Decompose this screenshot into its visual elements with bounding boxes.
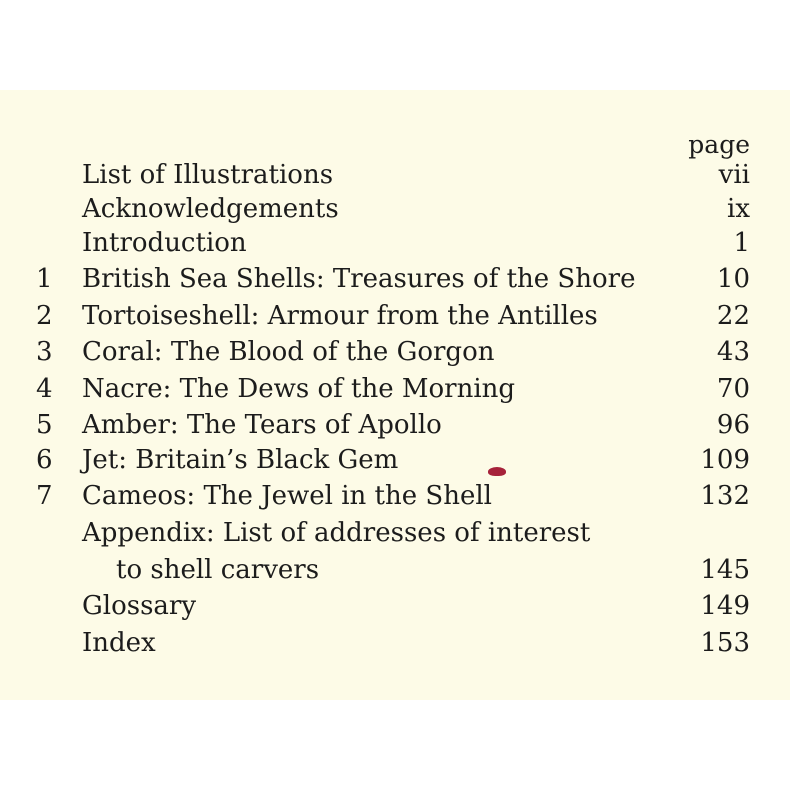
toc-entry-page: 132 xyxy=(700,481,750,511)
toc-entry-page: 96 xyxy=(716,410,750,440)
toc-entry xyxy=(0,481,790,517)
page-column-label: page xyxy=(688,130,750,159)
toc-entry-page: 153 xyxy=(700,628,750,658)
toc-entry-title-continued: to shell carvers xyxy=(116,555,320,585)
toc-entry-page: vii xyxy=(718,160,750,190)
toc-entry-page: 22 xyxy=(716,301,750,331)
toc-entry-title: Amber: The Tears of Apollo xyxy=(82,410,442,440)
toc-entry-title: Coral: The Blood of the Gorgon xyxy=(82,337,495,367)
toc-entry-title: Cameos: The Jewel in the Shell xyxy=(82,481,492,511)
toc-entry xyxy=(0,445,790,481)
toc-entry-title: Tortoiseshell: Armour from the Antilles xyxy=(82,301,598,331)
toc-entry-page: 10 xyxy=(716,264,750,294)
toc-entry-number: 2 xyxy=(36,301,53,331)
toc-entry-number: 5 xyxy=(36,410,53,440)
toc-entry-page: 70 xyxy=(716,374,750,404)
toc-entry xyxy=(0,160,790,196)
toc-entry xyxy=(0,628,790,664)
toc-entry xyxy=(0,194,790,230)
toc-entry xyxy=(0,410,790,446)
toc-entry-number: 6 xyxy=(36,445,53,475)
toc-entry-title: Appendix: List of addresses of interest xyxy=(82,518,591,548)
toc-entry xyxy=(0,264,790,300)
toc-entry-title: Introduction xyxy=(82,228,247,258)
toc-entry-page: ix xyxy=(727,194,750,224)
toc-entry-page: 149 xyxy=(700,591,750,621)
toc-entry-number: 4 xyxy=(36,374,53,404)
toc-entry xyxy=(0,591,790,627)
toc-entry xyxy=(0,301,790,337)
toc-entry-title: Nacre: The Dews of the Morning xyxy=(82,374,516,404)
toc-entry xyxy=(0,228,790,264)
toc-entry-page: 109 xyxy=(700,445,750,475)
toc-entry-title: Glossary xyxy=(82,591,197,621)
toc-entry-title: British Sea Shells: Treasures of the Shore xyxy=(82,264,636,294)
toc-entry-page: 1 xyxy=(733,228,750,258)
toc-entry-title: List of Illustrations xyxy=(82,160,334,190)
toc-entry xyxy=(0,555,790,591)
contents-page xyxy=(0,90,790,700)
toc-entry xyxy=(0,518,790,554)
toc-entry xyxy=(0,337,790,373)
toc-entry-page: 145 xyxy=(700,555,750,585)
toc-entry-title: Index xyxy=(82,628,156,658)
toc-entry-title: Jet: Britain’s Black Gem xyxy=(82,445,399,475)
ink-blot-mark xyxy=(488,467,506,476)
toc-entry-page: 43 xyxy=(716,337,750,367)
toc-entry-number: 3 xyxy=(36,337,53,367)
toc-entry xyxy=(0,374,790,410)
toc-entry-title: Acknowledgements xyxy=(82,194,339,224)
toc-entry-number: 1 xyxy=(36,264,53,294)
toc-entry-number: 7 xyxy=(36,481,53,511)
